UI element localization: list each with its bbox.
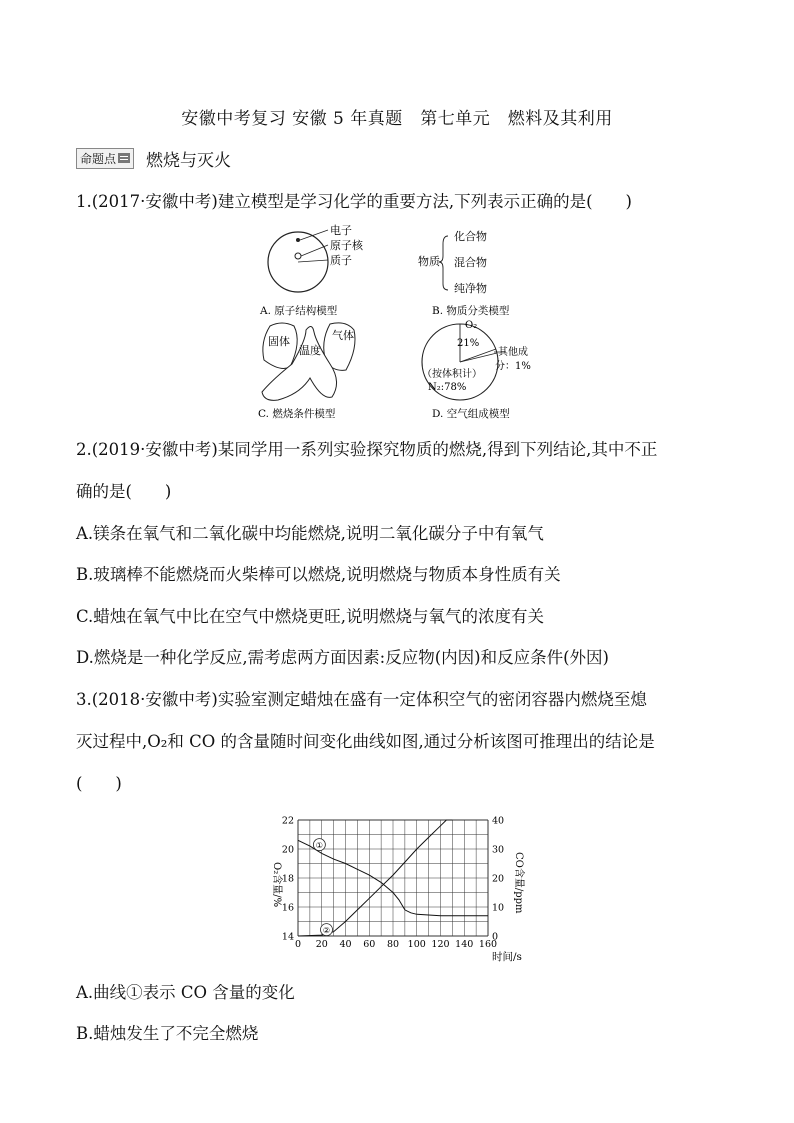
caption-c: C. 燃烧条件模型 <box>258 408 336 420</box>
y-left-tick-label: 18 <box>281 873 294 885</box>
y-axis-left-label: O₂含量/% <box>271 862 282 908</box>
q2-option-c: C.蜡烛在氧气中比在空气中燃烧更旺,说明燃烧与氧气的浓度有关 <box>76 607 545 626</box>
classification-item-mixture: 混合物 <box>454 256 487 269</box>
series-2-marker <box>321 924 333 936</box>
y-left-tick-label: 22 <box>281 815 294 827</box>
air-composition-figure <box>422 320 531 420</box>
classification-item-pure: 纯净物 <box>454 282 487 295</box>
x-tick-label: 40 <box>339 939 352 950</box>
series-1-marker <box>313 839 325 851</box>
q1-figures <box>250 222 550 422</box>
y-right-tick-label: 10 <box>492 902 505 914</box>
y-right-tick-label: 20 <box>492 873 505 885</box>
section-header <box>76 146 231 171</box>
x-tick-label: 120 <box>431 939 450 950</box>
q2-stem-line1: 2.(2019·安徽中考)某同学用一系列实验探究物质的燃烧,得到下列结论,其中不正 <box>76 440 658 459</box>
air-note: （按体积计） <box>422 369 482 380</box>
x-tick-label: 140 <box>455 939 474 950</box>
q2-stem-line2: 确的是( ) <box>76 482 172 501</box>
caption-b: B. 物质分类模型 <box>432 305 510 317</box>
x-tick-label: 100 <box>407 939 426 950</box>
x-tick-label: 20 <box>315 939 328 950</box>
q2-option-b: B.玻璃棒不能燃烧而火柴棒可以燃烧,说明燃烧与物质本身性质有关 <box>76 565 561 584</box>
fire-label-solid: 固体 <box>268 335 290 348</box>
x-tick-label: 60 <box>363 939 376 950</box>
y-left-tick-label: 14 <box>281 931 294 943</box>
classification-item-compound: 化合物 <box>454 230 487 243</box>
q2-option-a: A.镁条在氧气和二氧化碳中均能燃烧,说明二氧化碳分子中有氧气 <box>76 524 544 543</box>
atom-label-proton: 质子 <box>330 254 352 267</box>
air-o2-percent: 21% <box>457 338 480 349</box>
q2-option-d: D.燃烧是一种化学反应,需考虑两方面因素:反应物(内因)和反应条件(外因) <box>76 648 609 667</box>
x-tick-label: 0 <box>294 939 302 950</box>
caption-a: A. 原子结构模型 <box>260 305 338 317</box>
q1-stem: 1.(2017·安徽中考)建立模型是学习化学的重要方法,下列表示正确的是( ) <box>76 192 632 211</box>
q3-option-a: A.曲线①表示 CO 含量的变化 <box>76 983 295 1002</box>
q3-option-b: B.蜡烛发生了不完全燃烧 <box>76 1024 259 1043</box>
section-title: 燃烧与灭火 <box>146 151 232 171</box>
atom-label-electron: 电子 <box>330 224 352 237</box>
y-right-tick-label: 30 <box>492 844 505 856</box>
page-title: 安徽中考复习 安徽 5 年真题 第七单元 燃料及其利用 <box>181 109 613 129</box>
air-o2-label: O₂ <box>465 320 478 331</box>
badge-number-icon <box>118 153 130 163</box>
series-2-marker-label: ② <box>322 926 331 936</box>
x-tick-label: 160 <box>478 939 498 950</box>
q3-stem-line3: ( ) <box>76 774 122 793</box>
x-axis-label: 时间/s <box>492 951 522 963</box>
chart-grid <box>298 820 488 936</box>
atom-model-figure <box>259 223 364 317</box>
y-right-tick-label: 0 <box>492 931 499 943</box>
air-other-percent: 分：1% <box>495 361 531 372</box>
caption-d: D. 空气组成模型 <box>432 408 510 420</box>
o2-co-chart <box>260 804 550 964</box>
y-right-tick-label: 40 <box>492 815 505 827</box>
topic-badge: 命题点 <box>76 148 134 169</box>
classification-root: 物质 <box>418 255 440 268</box>
fire-triangle-figure <box>258 323 355 420</box>
fire-label-temperature: 温度 <box>299 344 321 357</box>
classification-model-figure <box>418 229 510 317</box>
air-other-label: 其他成 <box>498 347 528 358</box>
air-n2-label: N₂:78% <box>428 382 467 393</box>
series-1-marker-label: ① <box>315 841 323 851</box>
q3-stem-line1: 3.(2018·安徽中考)实验室测定蜡烛在盛有一定体积空气的密闭容器内燃烧至熄 <box>76 690 647 709</box>
x-tick-label: 80 <box>386 939 400 950</box>
y-axis-right-label: CO含量/ppm <box>513 852 524 914</box>
y-left-tick-label: 20 <box>281 844 294 856</box>
fire-label-gas: 气体 <box>332 329 354 342</box>
y-left-tick-label: 16 <box>281 902 294 914</box>
q3-stem-line2: 灭过程中,O₂和 CO 的含量随时间变化曲线如图,通过分析该图可推理出的结论是 <box>76 732 655 751</box>
atom-label-nucleus: 原子核 <box>330 239 363 252</box>
